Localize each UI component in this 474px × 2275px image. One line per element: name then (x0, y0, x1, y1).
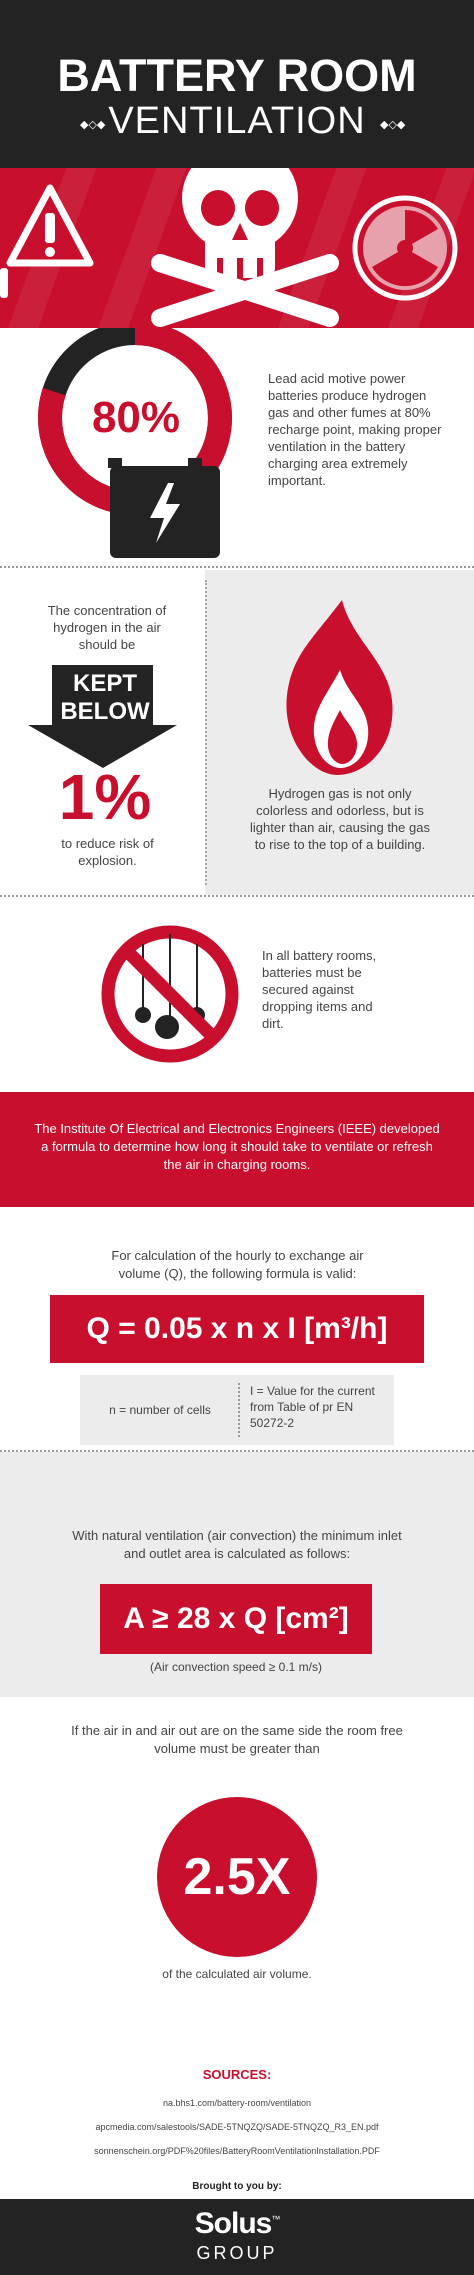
battery-lightning-icon (108, 458, 220, 558)
air-volume-formula: Q = 0.05 x n x I [m³/h] (50, 1295, 424, 1363)
variable-i: I = Value for the current from Table of pr EN 50272-2 (250, 1384, 375, 1430)
donut-percent-label: 80% (91, 393, 181, 442)
header-banner (0, 0, 474, 168)
hydrogen-threshold-panel (0, 570, 205, 895)
brought-to-you-label: Brought to you by: (192, 2181, 282, 2192)
air-convection-note: (Air convection speed ≥ 0.1 m/s) (150, 1660, 322, 1674)
variable-n: n = number of cells (109, 1403, 211, 1417)
hydrogen-outro-text: to reduce risk of explosion. (61, 836, 154, 868)
room-volume-outro: of the calculated air volume. (162, 1967, 312, 1981)
sources-section (0, 2012, 474, 2172)
title-decoration-right: ◆◇◆ (380, 119, 406, 131)
company-logo-main (0, 2207, 474, 2241)
vertical-divider (205, 580, 207, 885)
hero-hazard-banner (0, 168, 474, 328)
section-air-volume-formula (0, 1207, 474, 1452)
section-secure-batteries (0, 897, 474, 1092)
air-volume-intro: For calculation of the hourly to exchange air volume (Q), the following formula is valid: (111, 1248, 364, 1281)
section-80-percent (0, 328, 474, 568)
page-title-line2: VENTILATION (108, 100, 366, 142)
room-volume-multiplier: 2.5X (157, 1797, 317, 1957)
ieee-banner (0, 1092, 474, 1207)
flame-icon (272, 600, 402, 780)
source-link[interactable]: na.bhs1.com/battery-room/ventilation (162, 2098, 312, 2108)
radiation-icon (355, 198, 455, 298)
hero-icons (0, 168, 474, 328)
partial-warning-icon (0, 268, 8, 298)
footer-logo-bar (0, 2199, 474, 2275)
donut-battery-graphic (0, 328, 260, 568)
source-link[interactable]: apcmedia.com/salestools/SADE-5TNQZQ/SADE-5TNQZQ_R3_EN.pdf (95, 2122, 379, 2132)
title-decoration-left: ◆◇◆ (80, 119, 106, 131)
hydrogen-percent-value: 1% (58, 761, 152, 833)
ieee-text: The Institute Of Electrical and Electronics Engineers (IEEE) developed a formula to determine how long it should take to ventilate or refresh the air in charging rooms. (34, 1121, 440, 1172)
page-title-line1: BATTERY ROOM (57, 50, 417, 101)
hydrogen-intro-text: The concentration of hydrogen in the air should be (47, 603, 167, 652)
logo-trademark: ™ (271, 2214, 280, 2224)
section-room-volume (0, 1697, 474, 2012)
warning-triangle-icon (10, 188, 90, 263)
natural-ventilation-intro: With natural ventilation (air convection) the minimum inlet and outlet area is calculated as follows: (72, 1528, 402, 1561)
divider (0, 566, 474, 568)
section1-description: Lead acid motive power batteries produce hydrogen gas and other fumes at 80% recharge point, making proper ventilation in the battery charging area extremely important. (268, 371, 442, 488)
formula-variables-panel (80, 1375, 394, 1445)
section-hydrogen (0, 570, 474, 895)
section-natural-ventilation (0, 1452, 474, 1697)
room-volume-intro: If the air in and air out are on the same side the room free volume must be greater than (71, 1723, 403, 1756)
company-logo-sub: GROUP (196, 2243, 278, 2263)
hydrogen-property-text: Hydrogen gas is not only colorless and odorless, but is lighter than air, causing the gas to rise to the top of a building. (250, 786, 430, 852)
logo-main-text: Solus (194, 2207, 272, 2240)
skull-crossbones-icon (160, 168, 330, 318)
kept-below-label: KEPT BELOW (60, 670, 150, 725)
variable-divider (238, 1383, 240, 1437)
source-link[interactable]: sonnenschein.org/PDF%20files/BatteryRoomVentilationInstallation.PDF (94, 2146, 380, 2156)
secure-batteries-text: In all battery rooms, batteries must be secured against dropping items and dirt. (262, 948, 377, 1031)
sources-heading: SOURCES: (202, 2067, 272, 2082)
no-dropping-items-icon (95, 919, 245, 1069)
area-formula: A ≥ 28 x Q [cm²] (100, 1584, 372, 1654)
